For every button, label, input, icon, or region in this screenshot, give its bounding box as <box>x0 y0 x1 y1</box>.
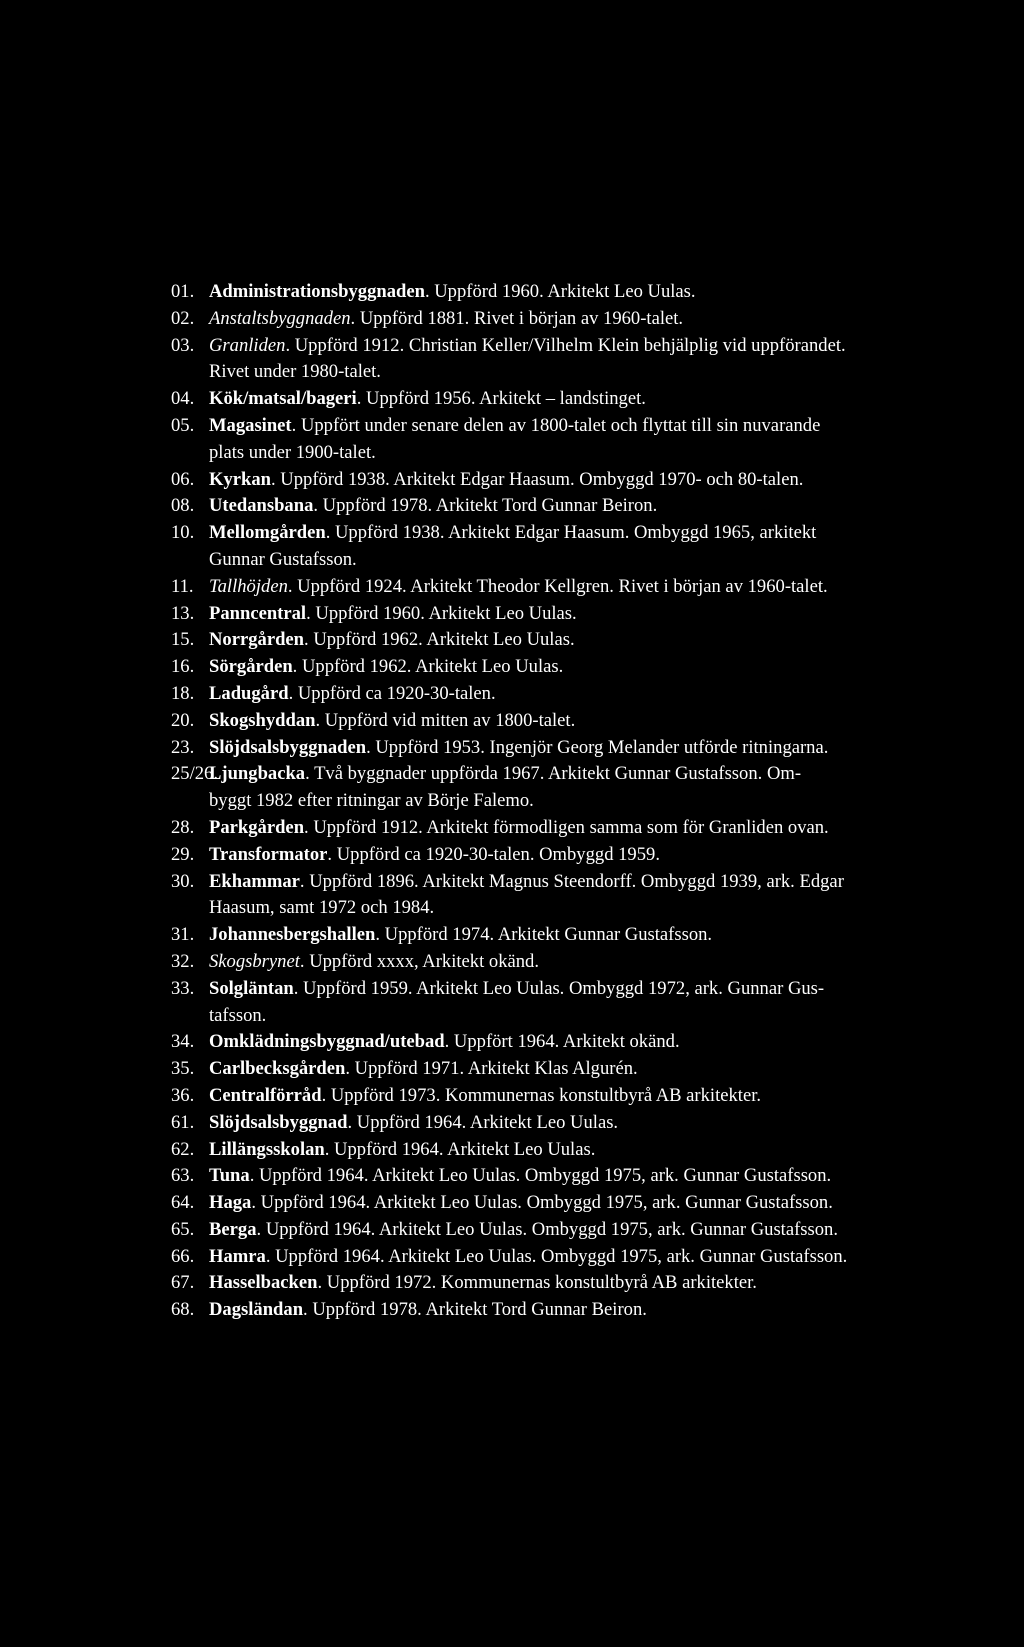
item-continuation-line: Haasum, samt 1972 och 1984. <box>209 897 435 919</box>
item-line <box>209 708 1012 735</box>
building-name: Johannesbergshallen <box>209 924 376 946</box>
item-line <box>209 413 1012 440</box>
item-number: 65. <box>171 1218 195 1240</box>
item-line <box>209 1190 1012 1217</box>
list-item <box>0 761 1024 815</box>
building-description: . Uppförd 1964. Arkitekt Leo Uulas. Ombyggd 1975, ark. Gunnar Gustafsson. <box>251 1192 833 1214</box>
item-line <box>209 815 1012 842</box>
building-name: Hamra <box>209 1245 266 1267</box>
item-number: 11. <box>171 575 194 597</box>
list-item <box>0 869 1024 923</box>
building-description: . Två byggnader uppförda 1967. Arkitekt Gunnar Gustafsson. Om- <box>305 763 802 785</box>
item-number: 04. <box>171 388 195 410</box>
item-line <box>209 467 1012 494</box>
item-number: 61. <box>171 1111 195 1133</box>
list-item <box>0 467 1024 494</box>
building-description: . Uppförd 1971. Arkitekt Klas Algurén. <box>345 1058 638 1080</box>
list-item <box>0 1137 1024 1164</box>
building-description: . Uppförd 1962. Arkitekt Leo Uulas. <box>292 656 564 678</box>
building-name: Granliden <box>209 334 286 356</box>
building-description: . Uppförd 1924. Arkitekt Theodor Kellgren. Rivet i början av 1960-talet. <box>287 575 828 597</box>
building-description: . Uppförd 1960. Arkitekt Leo Uulas. <box>424 281 696 302</box>
list-item <box>0 1110 1024 1137</box>
building-name: Sörgården <box>209 656 293 678</box>
building-description: . Uppförd 1896. Arkitekt Magnus Steendorff. Ombyggd 1939, ark. Edgar <box>299 870 844 892</box>
building-description: . Uppförd 1912. Christian Keller/Vilhelm Klein behjälplig vid uppförandet. <box>285 334 846 356</box>
building-description: . Uppförd vid mitten av 1800-talet. <box>315 709 576 731</box>
item-number: 06. <box>171 468 195 490</box>
item-line <box>209 869 1012 896</box>
building-name: Transformator <box>209 843 328 865</box>
list-item <box>0 306 1024 333</box>
list-item <box>0 574 1024 601</box>
item-line <box>209 842 1012 869</box>
list-item <box>0 815 1024 842</box>
building-name: Tuna <box>209 1165 250 1187</box>
list-item <box>0 1083 1024 1110</box>
item-number: 03. <box>171 334 195 356</box>
building-description: . Uppförd 1938. Arkitekt Edgar Haasum. Ombyggd 1965, arkitekt <box>325 522 817 544</box>
list-item <box>0 681 1024 708</box>
list-item <box>0 1244 1024 1271</box>
building-name: Skogshyddan <box>209 709 316 731</box>
item-number: 16. <box>171 656 195 678</box>
building-name: Tallhöjden <box>209 575 288 597</box>
item-line <box>209 1270 1012 1297</box>
building-description: . Uppförd 1973. Kommunernas konstultbyrå AB arkitekter. <box>321 1084 762 1106</box>
item-number: 10. <box>171 522 195 544</box>
list-item <box>0 1056 1024 1083</box>
item-line <box>209 1163 1012 1190</box>
building-description: . Uppförd 1964. Arkitekt Leo Uulas. Ombyggd 1975, ark. Gunnar Gustafsson. <box>256 1218 839 1240</box>
building-name: Norrgården <box>209 629 305 651</box>
item-number: 01. <box>171 281 195 302</box>
list-item <box>0 1190 1024 1217</box>
building-description: . Uppförd 1938. Arkitekt Edgar Haasum. Ombyggd 1970- och 80-talen. <box>271 468 804 490</box>
building-description: . Uppförd 1912. Arkitekt förmodligen samma som för Granliden ovan. <box>304 816 829 838</box>
building-name: Berga <box>209 1218 257 1240</box>
item-line <box>209 1137 1012 1164</box>
building-list <box>0 279 1024 1324</box>
building-description: . Uppförd 1962. Arkitekt Leo Uulas. <box>304 629 575 651</box>
list-item <box>0 520 1024 574</box>
item-line <box>209 627 1012 654</box>
item-line <box>209 493 1012 520</box>
item-line <box>209 1297 1012 1324</box>
building-description: . Uppförd 1956. Arkitekt – landstinget. <box>356 388 646 410</box>
building-description: . Uppförd 1964. Arkitekt Leo Uulas. Ombyggd 1975, ark. Gunnar Gustafsson. <box>265 1245 848 1267</box>
building-name: Ladugård <box>209 682 289 704</box>
item-number: 33. <box>171 977 195 999</box>
item-line <box>209 1244 1012 1271</box>
list-item <box>0 1163 1024 1190</box>
building-name: Slöjdsalsbyggnaden <box>209 736 367 758</box>
item-number: 02. <box>171 307 195 329</box>
item-line <box>209 1083 1012 1110</box>
item-line <box>209 386 1012 413</box>
building-name: Utedansbana <box>209 495 314 517</box>
building-name: Skogsbrynet <box>209 950 300 972</box>
item-line <box>209 574 1012 601</box>
list-item <box>0 735 1024 762</box>
list-item <box>0 386 1024 413</box>
item-line <box>209 976 1012 1003</box>
building-name: Kyrkan <box>209 468 271 490</box>
building-description: . Uppförd 1974. Arkitekt Gunnar Gustafsson. <box>375 924 713 946</box>
list-item <box>0 279 1024 306</box>
item-line <box>209 761 1012 788</box>
item-number: 30. <box>171 870 195 892</box>
building-description: . Uppförd 1881. Rivet i början av 1960-talet. <box>350 307 684 329</box>
building-description: . Uppförd 1978. Arkitekt Tord Gunnar Beiron. <box>313 495 658 517</box>
item-continuation-line: tafsson. <box>209 1004 267 1026</box>
list-item <box>0 976 1024 1030</box>
building-name: Ekhammar <box>209 870 300 892</box>
list-item <box>0 842 1024 869</box>
item-line <box>209 654 1012 681</box>
item-number: 36. <box>171 1084 195 1106</box>
item-number: 05. <box>171 414 195 436</box>
item-number: 34. <box>171 1031 195 1053</box>
building-description: . Uppförd 1953. Ingenjör Georg Melander utförde ritningarna. <box>366 736 829 758</box>
list-item <box>0 413 1024 467</box>
item-number: 20. <box>171 709 195 731</box>
list-item <box>0 1297 1024 1324</box>
item-number: 66. <box>171 1245 195 1267</box>
item-number: 62. <box>171 1138 195 1160</box>
list-item <box>0 1270 1024 1297</box>
item-line <box>209 520 1012 547</box>
building-name: Panncentral <box>209 602 307 624</box>
item-number: 25/26. <box>171 763 219 785</box>
item-line <box>209 1056 1012 1083</box>
building-description: . Uppförd 1959. Arkitekt Leo Uulas. Ombyggd 1972, ark. Gunnar Gus- <box>293 977 825 999</box>
item-line <box>209 333 1012 360</box>
item-line <box>209 279 1012 306</box>
building-name: Parkgården <box>209 816 305 838</box>
building-name: Dagsländan <box>209 1299 304 1321</box>
item-line <box>209 601 1012 628</box>
item-number: 32. <box>171 950 195 972</box>
list-item <box>0 708 1024 735</box>
building-name: Solgläntan <box>209 977 294 999</box>
item-number: 15. <box>171 629 195 651</box>
building-description: . Uppförd 1978. Arkitekt Tord Gunnar Beiron. <box>303 1299 647 1321</box>
item-continuation-line: byggt 1982 efter ritningar av Börje Falemo. <box>209 790 534 812</box>
list-item <box>0 654 1024 681</box>
building-name: Haga <box>209 1192 252 1214</box>
building-name: Centralförråd <box>209 1084 322 1106</box>
list-item <box>0 949 1024 976</box>
building-description: . Uppförd ca 1920-30-talen. <box>288 682 496 704</box>
building-description: . Uppförd 1964. Arkitekt Leo Uulas. Ombyggd 1975, ark. Gunnar Gustafsson. <box>249 1165 832 1187</box>
item-number: 64. <box>171 1192 195 1214</box>
building-description: . Uppförd 1964. Arkitekt Leo Uulas. <box>347 1111 619 1133</box>
building-description: . Uppfört under senare delen av 1800-talet och flyttat till sin nuvarande <box>291 414 821 436</box>
building-name: Omklädningsbyggnad/utebad <box>209 1031 445 1053</box>
item-number: 68. <box>171 1299 195 1321</box>
building-name: Ljungbacka <box>209 763 306 785</box>
item-number: 28. <box>171 816 195 838</box>
building-description: . Uppförd 1964. Arkitekt Leo Uulas. <box>324 1138 596 1160</box>
list-item <box>0 922 1024 949</box>
item-number: 29. <box>171 843 195 865</box>
item-continuation-line: plats under 1900-talet. <box>209 441 376 463</box>
building-name: Mellomgården <box>209 522 326 544</box>
building-description: . Uppförd 1972. Kommunernas konstultbyrå AB arkitekter. <box>317 1272 757 1294</box>
building-name: Magasinet <box>209 414 292 436</box>
list-item <box>0 601 1024 628</box>
item-continuation-line: Gunnar Gustafsson. <box>209 548 357 570</box>
building-name: Slöjdsalsbyggnad <box>209 1111 348 1133</box>
item-number: 08. <box>171 495 195 517</box>
item-number: 23. <box>171 736 195 758</box>
item-line <box>209 1217 1012 1244</box>
building-name: Anstaltsbyggnaden <box>209 307 351 329</box>
item-number: 31. <box>171 924 195 946</box>
list-item <box>0 493 1024 520</box>
item-number: 67. <box>171 1272 195 1294</box>
item-number: 18. <box>171 682 195 704</box>
item-number: 13. <box>171 602 195 624</box>
building-name: Kök/matsal/bageri <box>209 388 357 410</box>
building-description: . Uppfört 1964. Arkitekt okänd. <box>444 1031 680 1053</box>
item-line <box>209 949 1012 976</box>
building-name: Lillängsskolan <box>209 1138 325 1160</box>
item-number: 35. <box>171 1058 195 1080</box>
building-name: Carlbecksgården <box>209 1058 346 1080</box>
item-line <box>209 681 1012 708</box>
list-item <box>0 1029 1024 1056</box>
list-item <box>0 1217 1024 1244</box>
building-description: . Uppförd 1960. Arkitekt Leo Uulas. <box>306 602 577 624</box>
building-name: Administrationsbyggnaden <box>209 281 425 302</box>
item-line <box>209 1029 1012 1056</box>
item-line <box>209 922 1012 949</box>
item-number: 63. <box>171 1165 195 1187</box>
building-name: Hasselbacken <box>209 1272 318 1294</box>
item-line <box>209 735 1012 762</box>
list-item <box>0 627 1024 654</box>
item-continuation-line: Rivet under 1980-talet. <box>209 361 381 383</box>
building-description: . Uppförd ca 1920-30-talen. Ombyggd 1959. <box>327 843 660 865</box>
item-line <box>209 306 1012 333</box>
item-line <box>209 1110 1012 1137</box>
building-description: . Uppförd xxxx, Arkitekt okänd. <box>299 950 539 972</box>
list-item <box>0 333 1024 387</box>
